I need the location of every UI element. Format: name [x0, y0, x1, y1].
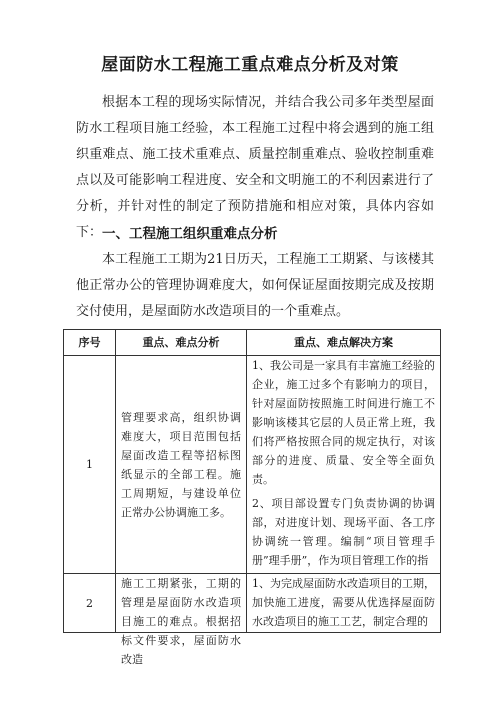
row-analysis-text: 施工工期紧张，工期的管理是屋面防水改造项目施工的难点。根据招标文件要求，屋面防水改造	[121, 577, 241, 666]
solution-item: 1、我公司是一家具有丰富施工经验的企业，施工过多个有影响力的项目，针对屋面防按照施工时间进行施工不影响该楼其它层的人员正常上班，我们将严格按照合同的规定执行，对该部分的进度、质量、安全等全面负责。	[252, 359, 435, 486]
intro-paragraph: 根据本工程的现场实际情况，并结合我公司多年类型屋面防水工程项目施工经验，本工程施工过程中将会遇到的施工组织重难点、施工技术重难点、质量控制重难点、验收控制重难点以及可能影响工程进度、安全和文明施工的不利因素进行了分析，并针对性的制定了预防措施和相应对策，具体内容如下：	[76, 95, 434, 240]
header-analysis: 重点、难点分析	[116, 330, 247, 356]
row-number: 2	[64, 574, 116, 633]
header-num: 序号	[64, 330, 116, 356]
document-title: 屋面防水工程施工重点难点分析及对策	[101, 55, 399, 75]
table-row	[64, 356, 441, 574]
section-paragraph: 本工程施工工期为21日历天，工程施工工期紧、与该楼其他正常办公的管理协调难度大，如何保证屋面按期完成及按期交付使用，是屋面防水改造项目的一个重难点。	[76, 252, 434, 319]
row-solution	[247, 574, 441, 633]
solution-item: 2、项目部设置专门负责协调的协调部，对进度计划、现场平面、各工序协调统一管理。编制“项目管理手册”理手册”，作为项目管理工作的指	[252, 497, 435, 567]
difficulty-table	[63, 329, 441, 666]
row-number: 1	[64, 356, 116, 574]
header-solution: 重点、难点解决方案	[247, 330, 441, 356]
table-header-row	[64, 330, 441, 356]
row-analysis	[116, 574, 247, 666]
row-solution	[247, 356, 441, 574]
section-heading: 一、工程施工组织重难点分析	[102, 226, 278, 242]
row-solution-text: 1、为完成屋面防水改造项目的工期，加快施工进度，需要从优选择屋面防水改造项目的施工工艺，制定合理的	[252, 577, 435, 628]
row-analysis: 管理要求高，组织协调难度大，项目范围包括屋面改造工程等招标图纸显示的全部工程。施工周期短，与建设单位正常办公协调施工多。	[116, 356, 247, 574]
table-row	[64, 574, 441, 633]
